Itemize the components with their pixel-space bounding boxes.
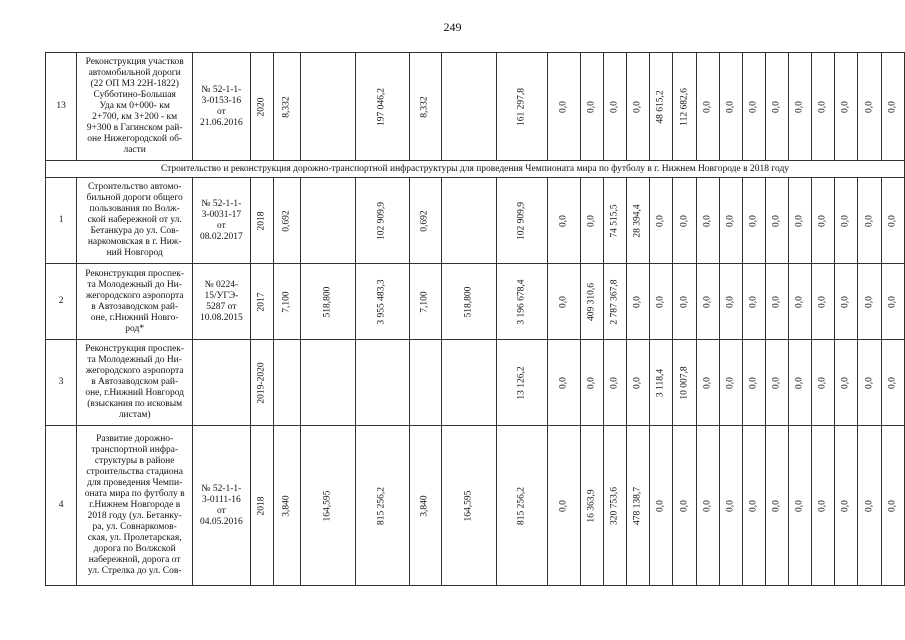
value-cell [497,340,548,426]
value-text: 0,0 [771,100,782,113]
object-name [77,53,193,161]
value-text: 0,0 [748,100,759,113]
value-cell [789,340,812,426]
value-cell [765,53,788,161]
value-text: 3,840 [281,494,292,517]
value-cell [765,264,788,340]
value-text: 0,0 [655,214,666,227]
value-text: 0,0 [679,499,690,512]
value-cell [696,426,719,586]
value-cell [627,178,650,264]
text-line: структуры в районе [94,456,175,466]
text-line: листам) [118,410,151,420]
value-cell [548,426,581,586]
value-cell [696,264,719,340]
value-cell [604,53,627,161]
value-text: 16 363,9 [586,488,597,523]
value-cell [719,340,742,426]
value-cell [442,264,497,340]
value-cell [858,264,881,340]
text-line: ул. Стрелка до ул. Сов- [87,566,182,576]
value-text: 0,0 [817,499,828,512]
value-cell [835,340,858,426]
value-cell [650,178,673,264]
value-text: 161 297,8 [516,87,527,126]
value-cell [719,53,742,161]
value-cell [789,53,812,161]
expertise-doc [193,264,250,340]
value-cell [548,53,581,161]
text-line: 3-0031-17 [201,209,242,220]
value-text: 478 138,7 [632,486,643,525]
value-text: 0,0 [840,499,851,512]
value-text: 164,595 [463,490,474,521]
text-line: Реконструкция проспек- [85,344,185,354]
value-text: 0,0 [655,499,666,512]
value-text: 0,0 [840,214,851,227]
value-text: 0,0 [679,295,690,308]
text-line: 15/УГЭ- [204,290,239,301]
value-text: 0,0 [702,376,713,389]
value-text: 0,0 [558,100,569,113]
value-cell [789,178,812,264]
text-line: ласти [123,145,146,155]
value-cell [858,178,881,264]
section-title: Строительство и реконструкция дорожно-транспортной инфраструктуры для проведения Чемпионата мира по футболу в г. Нижнем Новгороде в 2018 году [46,161,905,178]
text-line: оне, г.Нижний Новгород [85,388,185,398]
value-text: 0,0 [840,295,851,308]
value-cell [835,426,858,586]
text-line: (22 ОП МЗ 22Н-1822) [90,79,179,89]
table-row [46,340,905,426]
text-line: та Молодежный до Ни- [87,279,182,290]
value-cell [250,426,273,586]
value-text: 3 196 678,4 [516,278,527,325]
value-cell [409,426,442,586]
text-line: 2+700, км 3+200 - км [92,112,178,122]
expertise-doc [193,426,250,586]
value-text: 0,0 [771,214,782,227]
object-name [77,426,193,586]
text-line: оната мира по футболу в [84,489,185,499]
value-text: 0,0 [725,100,736,113]
page-number: 249 [443,20,462,34]
value-cell [273,53,300,161]
value-text: 0,0 [887,100,898,113]
value-cell [835,264,858,340]
text-line: от [216,220,226,231]
object-name [77,340,193,426]
value-cell [355,178,409,264]
value-text: 0,0 [840,100,851,113]
text-line: та Молодежный до Ни- [87,355,182,365]
object-name [77,178,193,264]
text-line: ской набережной от ул. [87,215,182,225]
value-cell [250,53,273,161]
value-cell [355,53,409,161]
value-text: 409 310,6 [586,282,597,321]
value-cell [812,264,835,340]
value-text: 164,595 [322,490,333,521]
value-cell [858,426,881,586]
value-cell [604,340,627,426]
value-text: 815 256,2 [516,486,527,525]
value-text: 2019-2020 [256,361,267,404]
value-cell [273,426,300,586]
row-number: 13 [46,53,77,161]
table-row [46,53,905,161]
value-cell [742,340,765,426]
value-text: 0,0 [655,295,666,308]
value-text: 3,840 [419,494,430,517]
value-cell [300,426,355,586]
text-line: 9+300 в Гагинском рай- [86,123,183,133]
value-text: 0,0 [725,376,736,389]
value-cell [858,53,881,161]
row-number: 2 [46,264,77,340]
value-text: 0,0 [817,214,828,227]
object-name [77,264,193,340]
value-cell [881,340,904,426]
value-cell [497,264,548,340]
value-cell [742,53,765,161]
value-cell [812,426,835,586]
value-text: 0,0 [558,376,569,389]
value-cell [355,426,409,586]
value-text: 0,0 [864,376,875,389]
value-cell [300,264,355,340]
value-text: 28 394,4 [632,203,643,238]
value-cell [409,340,442,426]
value-text: 7,100 [419,290,430,313]
value-text: 74 515,5 [609,203,620,238]
value-cell [627,264,650,340]
value-text: 0,0 [887,499,898,512]
value-text: 0,0 [558,214,569,227]
value-text: 0,0 [586,100,597,113]
value-text: 0,0 [794,376,805,389]
value-cell [273,264,300,340]
value-text: 0,0 [887,295,898,308]
value-cell [650,340,673,426]
value-cell [548,178,581,264]
value-text: 2 787 367,8 [609,278,620,325]
value-text: 0,0 [864,214,875,227]
expertise-doc [193,340,250,426]
value-cell [273,340,300,426]
value-cell [580,426,603,586]
value-text: 0,692 [281,209,292,232]
value-text: 518,800 [322,286,333,317]
value-text: 0,0 [748,295,759,308]
value-cell [673,178,696,264]
text-line: 10.08.2015 [200,312,243,323]
value-text: 112 682,6 [679,87,690,126]
value-cell [627,53,650,161]
value-cell [250,340,273,426]
value-cell [858,340,881,426]
text-line: в Автозаводском рай- [91,301,179,312]
value-text: 3 118,4 [655,368,666,397]
text-line: оне Нижегородской об- [87,134,183,144]
table-row [46,426,905,586]
value-text: 8,332 [419,95,430,118]
text-line: (взыскания по исковым [87,399,183,409]
value-text: 2018 [256,211,267,230]
value-text: 0,0 [794,214,805,227]
text-line: оне, г.Нижний Новго- [90,312,179,323]
value-cell [881,264,904,340]
value-text: 0,0 [609,100,620,113]
text-line: ний Новгород [106,248,163,258]
value-cell [812,53,835,161]
value-cell [742,178,765,264]
value-text: 0,0 [864,100,875,113]
value-text: 0,0 [586,376,597,389]
value-text: 0,0 [887,214,898,227]
value-text: 0,0 [864,499,875,512]
value-text: 0,0 [887,376,898,389]
text-line: от [216,106,226,117]
value-cell [250,264,273,340]
text-line: 04.05.2016 [200,516,243,527]
text-line: 3-0153-16 [201,95,242,106]
value-text: 2020 [256,97,267,116]
value-text: 0,0 [702,499,713,512]
value-cell [673,426,696,586]
text-line: бильной дороги общего [86,193,183,203]
value-cell [673,340,696,426]
text-line: 2018 году (ул. Бетанку- [87,511,182,521]
value-text: 0,0 [632,100,643,113]
text-line: род* [125,323,145,334]
text-line: Развитие дорожно- [96,434,174,444]
expertise-doc [193,53,250,161]
value-cell [497,426,548,586]
value-cell [273,178,300,264]
data-table [45,52,905,586]
value-cell [696,340,719,426]
value-cell [409,53,442,161]
value-text: 0,0 [771,376,782,389]
value-text: 102 909,9 [376,201,387,240]
value-text: 0,0 [702,214,713,227]
value-text: 13 126,2 [516,365,527,400]
value-text: 0,0 [558,499,569,512]
value-text: 0,0 [725,295,736,308]
section-row [46,161,905,178]
value-text: 815 256,2 [376,486,387,525]
value-cell [765,178,788,264]
value-cell [742,426,765,586]
value-cell [812,340,835,426]
value-cell [442,53,497,161]
value-text: 0,0 [679,214,690,227]
value-cell [580,53,603,161]
value-text: 0,0 [771,499,782,512]
text-line: жегородского аэропорта [85,366,184,376]
text-line: Строительство автомо- [87,182,182,192]
value-cell [548,264,581,340]
value-cell [650,264,673,340]
text-line: в Автозаводском рай- [91,377,179,387]
value-text: 0,0 [817,100,828,113]
value-text: 48 615,2 [655,89,666,124]
text-line: ра, ул. Совнаркомов- [92,522,177,532]
value-cell [627,426,650,586]
value-cell [696,53,719,161]
value-text: 0,0 [725,214,736,227]
text-line: № 0224- [204,279,239,290]
value-text: 0,0 [558,295,569,308]
value-text: 102 909,9 [516,201,527,240]
value-text: 0,0 [702,100,713,113]
value-cell [742,264,765,340]
value-cell [719,178,742,264]
value-cell [580,178,603,264]
text-line: Субботино-Большая [93,90,176,100]
text-line: № 52-1-1- [201,84,242,95]
value-cell [250,178,273,264]
value-cell [442,178,497,264]
value-cell [789,264,812,340]
text-line: 5287 от [206,301,237,312]
text-line: г.Нижнем Новгороде в [89,500,181,510]
value-text: 0,692 [419,209,430,232]
expertise-doc [193,178,250,264]
value-cell [580,340,603,426]
value-text: 320 753,6 [609,486,620,525]
value-cell [673,53,696,161]
text-line: Уда км 0+000- км [99,101,170,111]
value-text: 0,0 [794,295,805,308]
text-line: наркомовская в г. Ниж- [87,237,182,247]
value-cell [300,178,355,264]
value-text: 0,0 [794,100,805,113]
text-line: жегородского аэропорта [85,290,184,301]
text-line: Реконструкция проспек- [85,268,185,279]
text-line: набережной, дорога от [88,555,181,565]
table-row [46,264,905,340]
value-text: 0,0 [609,376,620,389]
value-cell [835,53,858,161]
value-text: 0,0 [771,295,782,308]
value-cell [765,426,788,586]
value-cell [812,178,835,264]
text-line: дорога по Волжской [93,544,176,554]
value-text: 197 046,2 [376,87,387,126]
text-line: Бетанкура до ул. Сов- [90,226,179,236]
value-cell [673,264,696,340]
value-cell [548,340,581,426]
value-cell [409,178,442,264]
row-number: 1 [46,178,77,264]
value-text: 2018 [256,496,267,515]
row-number: 3 [46,340,77,426]
value-text: 0,0 [794,499,805,512]
text-line: строительства стадиона [86,467,183,477]
value-cell [580,264,603,340]
value-text: 0,0 [817,295,828,308]
text-line: 08.02.2017 [200,231,243,242]
value-text: 0,0 [632,376,643,389]
value-text: 0,0 [748,376,759,389]
value-cell [650,53,673,161]
value-text: 0,0 [840,376,851,389]
text-line: автомобильной дороги [88,68,181,78]
value-cell [300,340,355,426]
value-text: 10 007,8 [679,365,690,400]
value-text: 0,0 [632,295,643,308]
value-cell [835,178,858,264]
value-text: 0,0 [864,295,875,308]
value-cell [650,426,673,586]
value-text: 2017 [256,292,267,311]
text-line: № 52-1-1- [201,198,242,209]
value-cell [442,426,497,586]
row-number: 4 [46,426,77,586]
value-text: 0,0 [586,214,597,227]
value-cell [604,178,627,264]
table-row [46,178,905,264]
value-cell [497,178,548,264]
value-cell [300,53,355,161]
value-text: 0,0 [748,214,759,227]
value-text: 3 955 483,3 [376,278,387,325]
text-line: для проведения Чемпи- [87,478,183,488]
value-cell [719,426,742,586]
value-cell [696,178,719,264]
value-cell [881,426,904,586]
value-text: 0,0 [702,295,713,308]
value-cell [355,264,409,340]
value-text: 0,0 [817,376,828,389]
value-cell [442,340,497,426]
text-line: пользования по Волж- [89,204,180,214]
text-line: Реконструкция участков [85,57,184,67]
text-line: 3-0111-16 [201,494,241,505]
value-cell [765,340,788,426]
text-line: от [216,505,226,516]
value-text: 7,100 [281,290,292,313]
value-cell [409,264,442,340]
value-cell [881,178,904,264]
value-cell [604,264,627,340]
value-cell [497,53,548,161]
value-cell [719,264,742,340]
value-cell [627,340,650,426]
value-cell [789,426,812,586]
value-text: 0,0 [748,499,759,512]
value-text: 518,800 [463,286,474,317]
value-text: 8,332 [281,95,292,118]
text-line: ская, ул. Пролетарская, [87,533,182,543]
value-cell [604,426,627,586]
text-line: транспортной инфра- [91,445,179,455]
text-line: № 52-1-1- [201,483,242,494]
value-cell [355,340,409,426]
value-cell [881,53,904,161]
text-line: 21.06.2016 [200,117,243,128]
value-text: 0,0 [725,499,736,512]
